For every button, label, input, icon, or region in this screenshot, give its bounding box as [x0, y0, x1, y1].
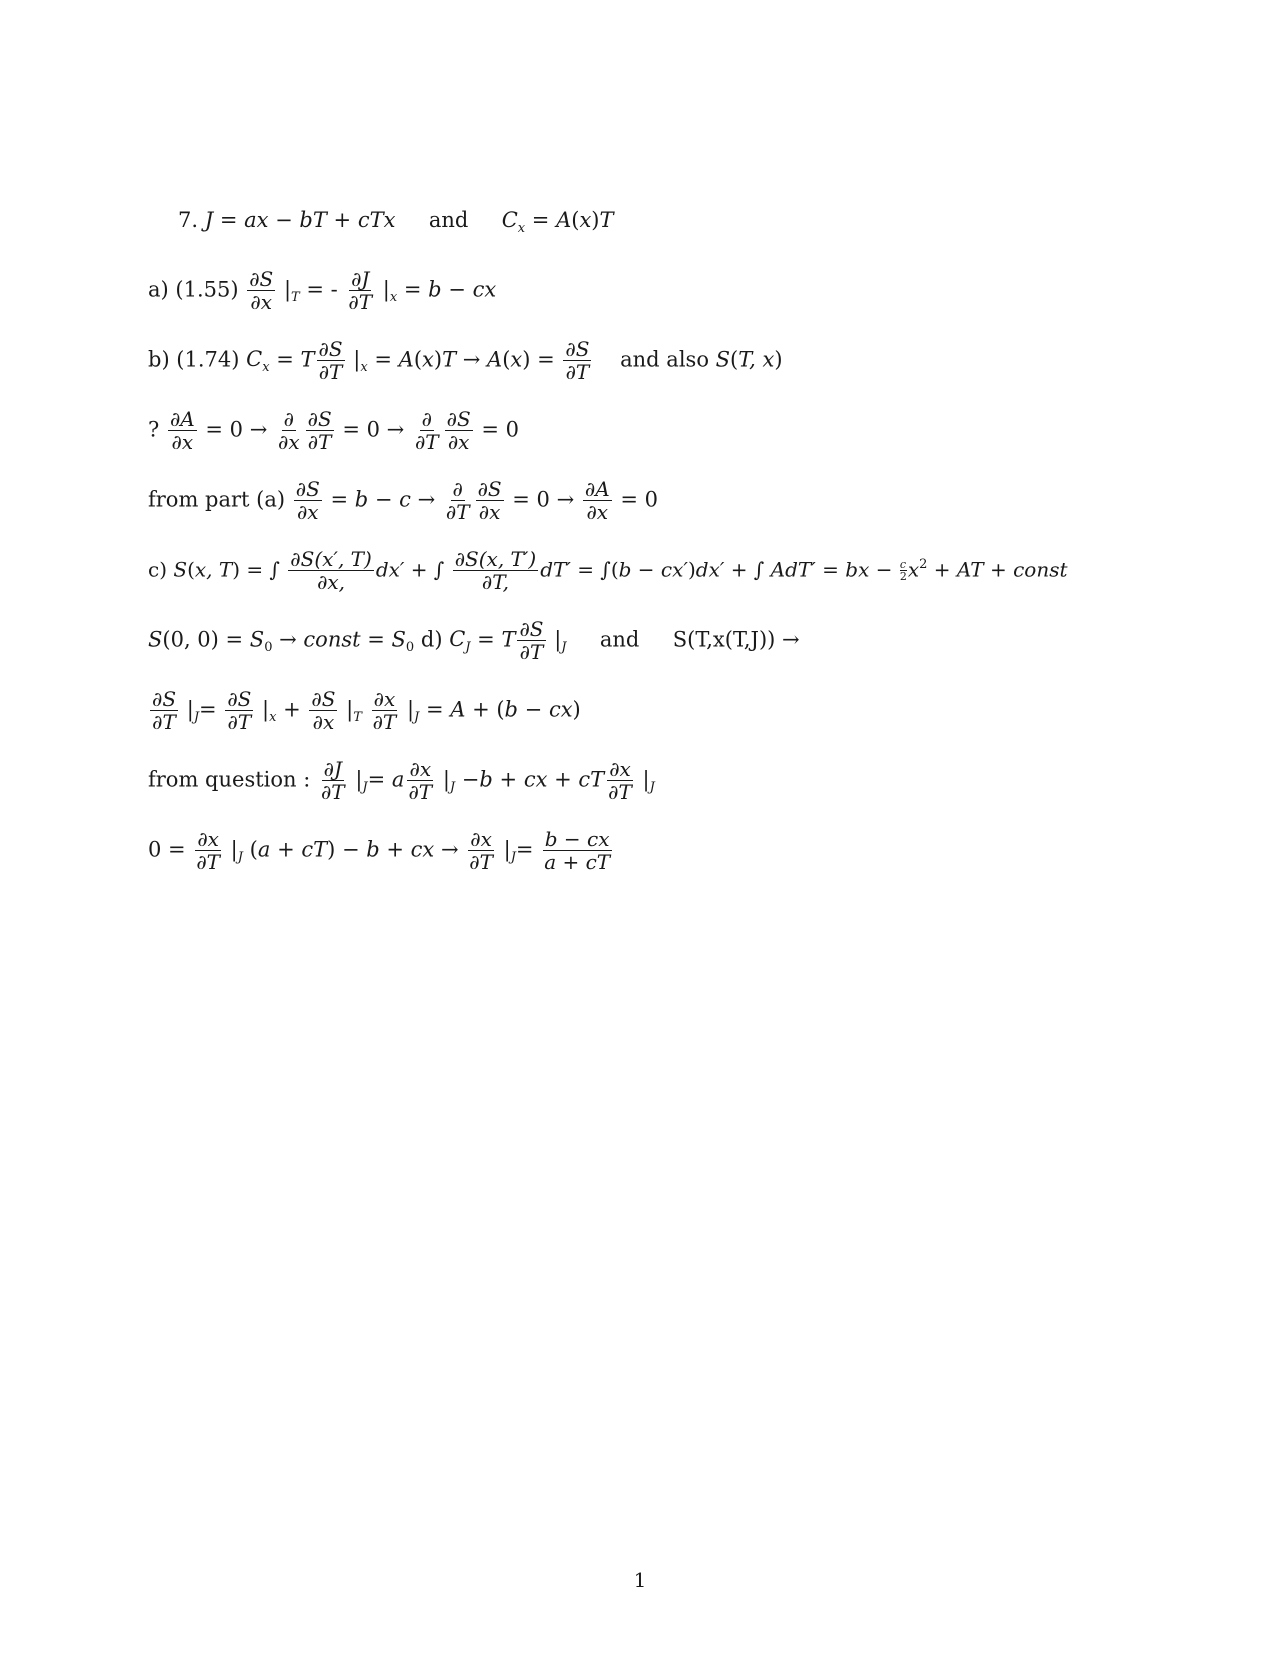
from-part-a-equation: from part (a) $\frac{\partial S}{\partial x}$ = b − c → $\frac{\partial}{\partial T}$ $\frac{\partial S}{\partial x}$ = 0 → $\frac{\partial A}{\partial x}$ = 0 [148, 477, 658, 525]
part-d-equation: S(0, $0) = S_0$ → const = $S_0$ d) $C_J = T$ $\frac{\partial S}{\partial T}$ $|_J$ and S(T,x(T,J)) → [148, 617, 800, 665]
question-equation: ? $\frac{\partial A}{\partial x}$ = 0 → $\frac{\partial}{\partial x}$ $\frac{\partial S}{\partial T}$ = 0 → $\frac{\partial}{\partial T}$ $\frac{\partial S}{\partial x}$ = 0 [148, 407, 519, 455]
problem-statement: 7. J = ax − bT + cTx and $C_x = A(x)T$ [178, 208, 614, 236]
part-a-equation: a) (1.55) $\frac{\partial S}{\partial x}$ $|_T$ = - $\frac{\partial J}{\partial T}$ $|_x = b$ − cx [148, 267, 497, 315]
part-b-equation: b) (1.74) $C_x = T$ $\frac{\partial S}{\partial T}$ $|_x = A(x)T \to A(x)$ = $\frac{\partial S}{\partial T}$ and also S(T, x) [148, 337, 783, 385]
from-question-equation: from question : $\frac{\partial J}{\partial T}$ $|_J= a$ $\frac{\partial x}{\partial T}$ $|_J -b$ + cx + cT $\frac{\partial x}{\partial T}$ $|_J$ [148, 757, 655, 805]
page-number: 1 [633, 1568, 647, 1592]
part-c-equation: c) S(x, T) = ∫ $\frac{\partial S(x', T)}{\partial x,}$ dx′ + ∫ $\frac{\partial S(x, T')}{\partial T,}$ dT′ = ∫(b − cx′)dx′ + ∫ AdT′ = bx − $\frac{c}{2}$ $x^2$ + AT + const [148, 547, 1068, 595]
chain-rule-equation: $\frac{\partial S}{\partial T}$ $|_J=$ $\frac{\partial S}{\partial T}$ $|_x$ + $\frac{\partial S}{\partial x}$ $|_T$ $\frac{\partial x}{\partial T}$ $|_J = A + (b - cx)$ [152, 687, 581, 735]
final-equation: 0 = $\frac{\partial x}{\partial T}$ $|_J$ (a + cT) − b + cx → $\frac{\partial x}{\partial T}$ $|_J=$ $\frac{b - cx}{a + cT}$ [148, 827, 611, 875]
